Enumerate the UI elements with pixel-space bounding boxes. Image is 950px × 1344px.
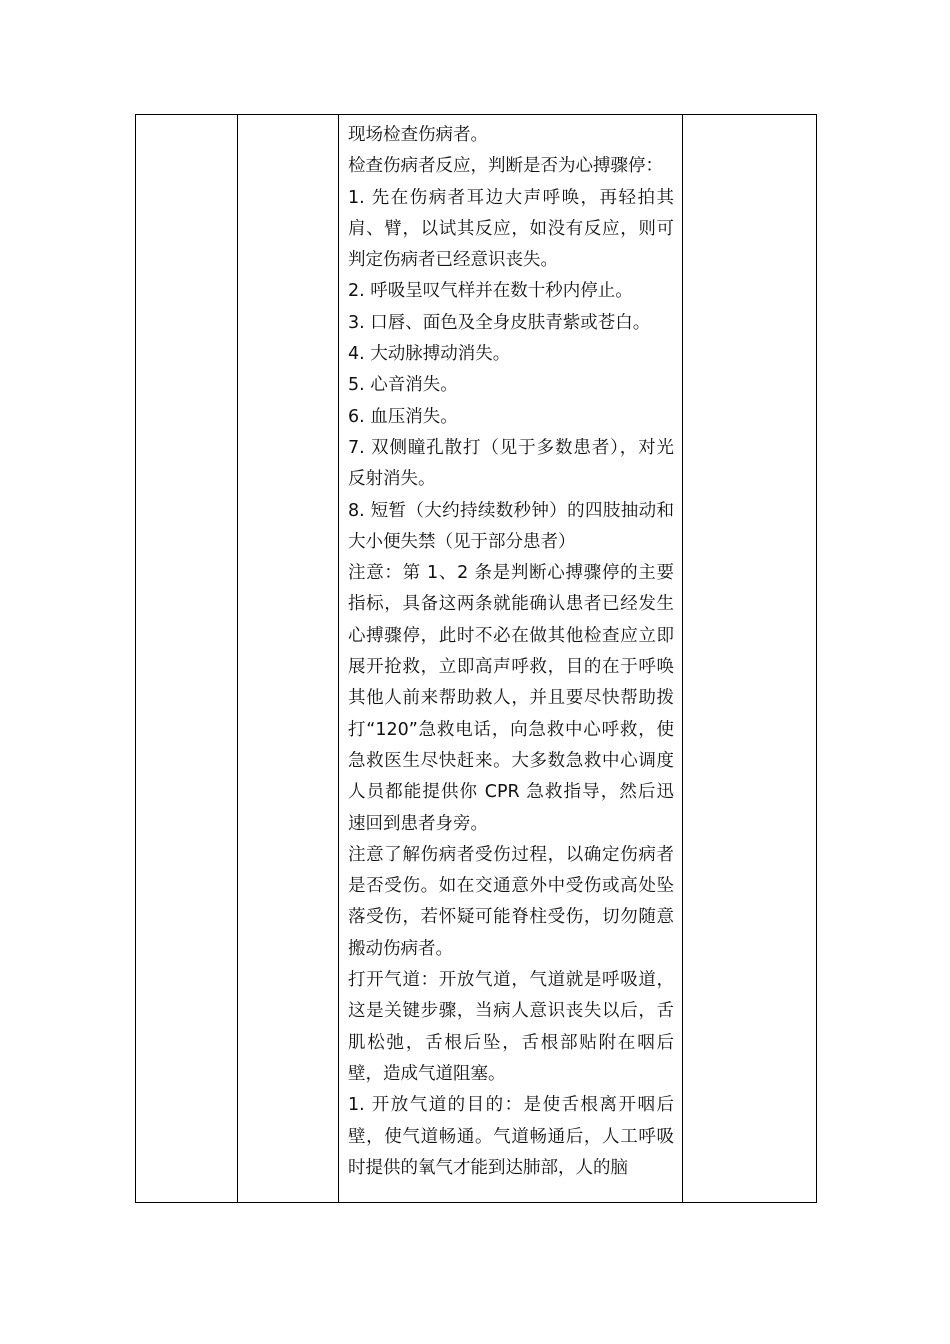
list-item: 3. 口唇、面色及全身皮肤青紫或苍白。 (348, 312, 651, 333)
column-divider-3 (682, 115, 683, 1202)
list-item: 1. 先在伤病者耳边大声呼唤，再轻拍其肩、臂，以试其反应，如没有反应，则可判定伤病者已经意识丧失。 (348, 187, 674, 271)
list-item: 7. 双侧瞳孔散打（见于多数患者），对光反射消失。 (348, 437, 674, 490)
column-divider-1 (237, 115, 238, 1202)
list-item: 2. 呼吸呈叹气样并在数十秒内停止。 (348, 281, 633, 302)
list-item: 1. 开放气道的目的：是使舌根离开咽后壁，使气道畅通。气道畅通后，人工呼吸时提供的氧气才能到达肺部，人的脑 (348, 1095, 674, 1178)
note-paragraph: 注意了解伤病者受伤过程，以确定伤病者是否受伤。如在交通意外中受伤或高处坠落受伤，若怀疑可能脊柱受伤，切勿随意搬动伤病者。 (348, 844, 674, 959)
content-cell (339, 115, 682, 1184)
list-item: 8. 短暂（大约持续数秒钟）的四肢抽动和大小便失禁（见于部分患者） (348, 500, 674, 552)
paragraph: 现场检查伤病者。 (348, 125, 488, 145)
content-table (135, 114, 817, 1203)
list-item: 5. 心音消失。 (348, 375, 458, 396)
paragraph: 打开气道：开放气道，气道就是呼吸道，这是关键步骤，当病人意识丧失以后，舌肌松弛，舌根后坠，舌根部贴附在咽后壁，造成气道阻塞。 (348, 970, 674, 1084)
note-paragraph: 注意：第 1、2 条是判断心搏骤停的主要指标，具备这两条就能确认患者已经发生心搏骤停，此时不必在做其他检查应立即展开抢救，立即高声呼救，目的在于呼唤其他人前来帮助救人，并且要尽快帮助拨打“120”急救电话，向急救中心呼救，使急救医生尽快赶来。大多数急救中心调度人员都能提供你 CPR 急救指导，然后迅速回到患者身旁。 (348, 563, 674, 834)
list-item: 6. 血压消失。 (348, 406, 458, 427)
paragraph: 检查伤病者反应，判断是否为心搏骤停： (348, 156, 663, 177)
list-item: 4. 大动脉搏动消失。 (348, 344, 511, 365)
